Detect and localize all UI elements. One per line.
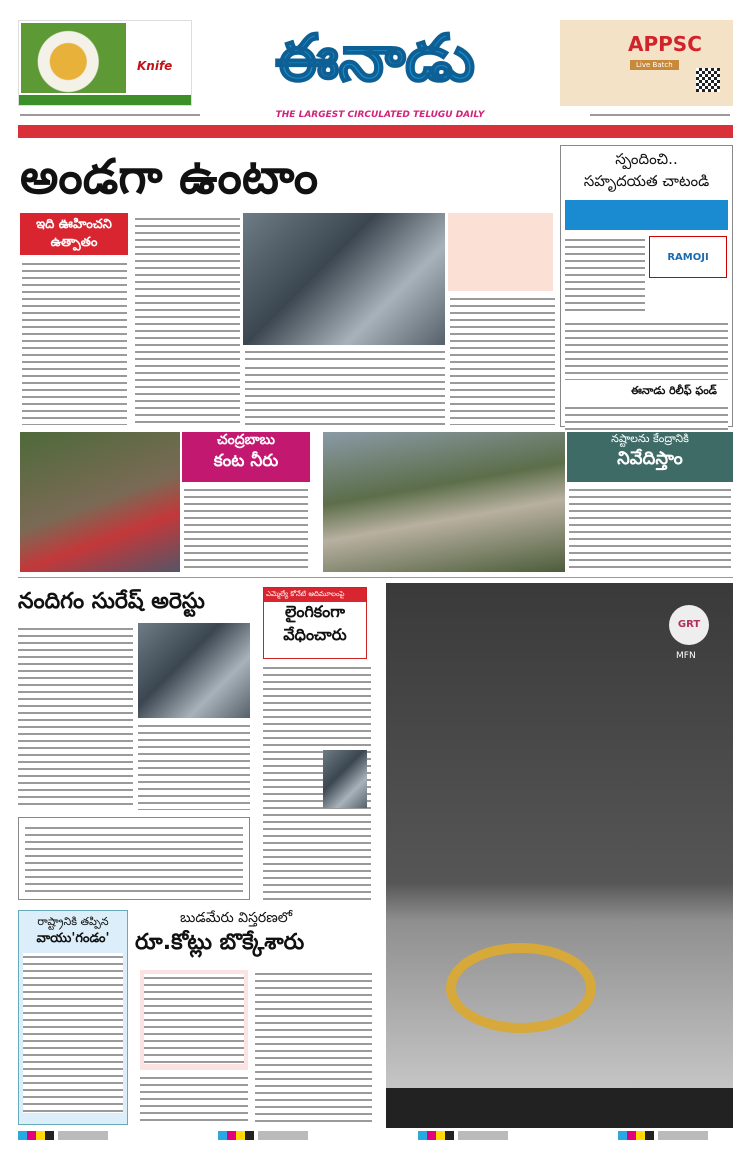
- relief-text: [565, 236, 645, 316]
- ad-sub-brand: MFN: [676, 651, 696, 661]
- ramoji-logo: RAMOJI: [649, 236, 727, 278]
- budameru-text-2: [255, 970, 372, 1125]
- eenadu-logo: ఈనాడు: [275, 22, 475, 96]
- lead-headline: అండగా ఉంటాం: [20, 149, 319, 205]
- ad-brand: Knife: [137, 59, 173, 73]
- budameru-headline: రూ.కోట్లు బొక్కేశారు: [135, 930, 305, 955]
- relief-title-2: సహృదయత చాటండి: [583, 172, 710, 190]
- qr-code-icon: [696, 68, 720, 92]
- lead-quote-box: [448, 213, 553, 291]
- cbn-text: [184, 486, 308, 572]
- relief-fund-box: [560, 145, 733, 427]
- relief-fund-title: ఈనాడు రిలీఫ్ ఫండ్: [631, 384, 717, 397]
- divider: [18, 577, 733, 578]
- cbn-title-2: కంట నీరు: [213, 451, 279, 471]
- harassment-title-2: వేధించారు: [283, 625, 347, 644]
- ad-sub: Live Batch: [630, 60, 679, 70]
- grt-logo: GRT: [669, 605, 709, 645]
- arrest-text: [18, 625, 133, 810]
- cyclone-title-2: వాయు'గండం': [36, 931, 110, 946]
- budameru-bullets-box: [140, 970, 248, 1070]
- left-ad[interactable]: [18, 20, 192, 106]
- budameru-text: [140, 1074, 248, 1124]
- ad-image: [21, 23, 126, 93]
- cbn-title-1: చంద్రబాబు: [217, 432, 275, 448]
- flood-photo-middle: [323, 432, 565, 572]
- bracelet-image: [446, 943, 596, 1033]
- registration-marks: [18, 1131, 733, 1140]
- grt-jewellery-ad[interactable]: [386, 583, 733, 1128]
- relief-bank-details: [565, 404, 728, 434]
- right-ad[interactable]: [560, 20, 733, 106]
- cyclone-box: [18, 910, 128, 1125]
- mla-photo: [323, 750, 367, 808]
- ad-footer: [386, 1088, 733, 1128]
- arrest-headline: నందిగం సురేష్ అరెస్టు: [18, 589, 205, 614]
- tagline: THE LARGEST CIRCULATED TELUGU DAILY: [275, 110, 485, 120]
- lead-column: [135, 215, 240, 425]
- ad-title: APPSC: [628, 32, 702, 56]
- lead-bullets: [22, 260, 127, 425]
- report-title-box: [567, 432, 733, 482]
- relief-banner: [565, 200, 728, 230]
- lead-column-3: [450, 295, 555, 425]
- ad-footer: [19, 95, 191, 105]
- relief-text-2: [565, 320, 728, 380]
- editions-band: [18, 125, 733, 138]
- lead-column-2: [245, 364, 445, 426]
- lead-photo-caption: [245, 348, 445, 360]
- report-title-1: నష్టాలను కేంద్రానికి: [611, 432, 689, 445]
- arrest-text-2: [138, 722, 250, 810]
- relief-title-1: స్పందించి..: [615, 150, 678, 168]
- cbn-title-box: [182, 432, 310, 482]
- arrest-subbox: [18, 817, 250, 900]
- budameru-kicker: బుడమేరు విస్తరణలో: [180, 910, 293, 926]
- cyclone-title-1: రాష్ట్రానికి తప్పిన: [37, 915, 109, 928]
- report-title-2: నివేదిస్తాం: [617, 448, 683, 469]
- harassment-title-1: లైంగికంగా: [285, 602, 345, 621]
- harassment-kicker: ఎమ్మెల్యే కోనేటి ఆదిమూలంపై: [264, 588, 366, 602]
- lead-photo: [243, 213, 445, 345]
- flood-photo-left: [20, 432, 180, 572]
- price-line: [590, 111, 730, 119]
- lead-kicker-box: ఇది ఊహించని ఉత్పాతం: [20, 213, 128, 255]
- dateline: [20, 111, 200, 119]
- arrest-photo: [138, 623, 250, 718]
- harassment-box: [263, 587, 367, 659]
- report-text: [569, 486, 731, 572]
